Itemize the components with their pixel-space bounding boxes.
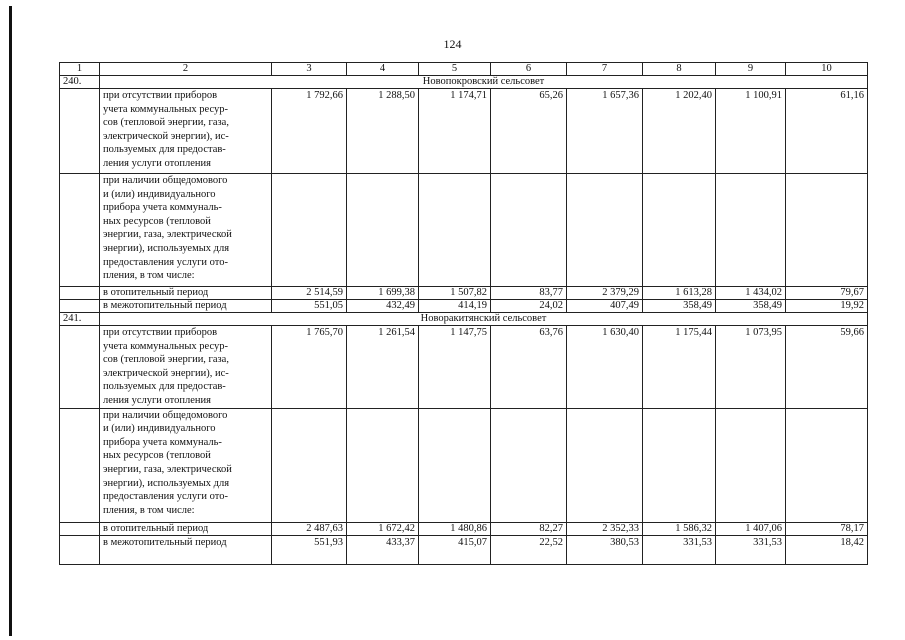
table-row bbox=[60, 89, 868, 174]
section-number: 240. bbox=[60, 76, 100, 89]
value-cell: 65,26 bbox=[491, 89, 567, 174]
page-number: 124 bbox=[443, 37, 462, 51]
value-cell bbox=[347, 408, 419, 522]
row-label: при наличии общедомового и (или) индивидуального прибора учета коммуналь- ных ресурсов (тепловой энергии, газа, электрической энергии), используемых для предоставления услуги ото- пления, в том числе: bbox=[100, 408, 272, 522]
row-label: при отсутствии приборов учета коммунальных ресур- сов (тепловой энергии, газа, электрической энергии), ис- пользуемых для предостав- ления услуги отопления bbox=[100, 89, 272, 174]
value-cell bbox=[419, 174, 491, 287]
value-cell: 24,02 bbox=[491, 300, 567, 313]
value-cell bbox=[786, 174, 868, 287]
value-cell: 2 487,63 bbox=[272, 522, 347, 535]
column-number-header: 7 bbox=[567, 63, 643, 76]
value-cell: 61,16 bbox=[786, 89, 868, 174]
value-cell: 1 507,82 bbox=[419, 287, 491, 300]
value-cell: 83,77 bbox=[491, 287, 567, 300]
value-cell: 380,53 bbox=[567, 535, 643, 564]
section-header-row bbox=[60, 76, 868, 89]
value-cell bbox=[716, 408, 786, 522]
column-number-header: 5 bbox=[419, 63, 491, 76]
value-cell: 78,17 bbox=[786, 522, 868, 535]
empty-cell bbox=[60, 300, 100, 313]
value-cell: 1 202,40 bbox=[643, 89, 716, 174]
value-cell: 2 352,33 bbox=[567, 522, 643, 535]
value-cell: 1 407,06 bbox=[716, 522, 786, 535]
empty-cell bbox=[60, 326, 100, 409]
column-number-header: 1 bbox=[60, 63, 100, 76]
section-title: Новоракитянский сельсовет bbox=[100, 313, 868, 326]
row-label: в отопительный период bbox=[100, 287, 272, 300]
row-label: при наличии общедомового и (или) индивидуального прибора учета коммуналь- ных ресурсов (тепловой энергии, газа, электрической энергии), используемых для предоставления услуги ото- пления, в том числе: bbox=[100, 174, 272, 287]
empty-cell bbox=[60, 408, 100, 522]
table-row bbox=[60, 300, 868, 313]
table-row bbox=[60, 408, 868, 522]
value-cell: 2 514,59 bbox=[272, 287, 347, 300]
value-cell: 1 586,32 bbox=[643, 522, 716, 535]
section-header-row bbox=[60, 313, 868, 326]
value-cell: 1 175,44 bbox=[643, 326, 716, 409]
value-cell: 1 147,75 bbox=[419, 326, 491, 409]
value-cell: 2 379,29 bbox=[567, 287, 643, 300]
value-cell: 433,37 bbox=[347, 535, 419, 564]
value-cell: 1 480,86 bbox=[419, 522, 491, 535]
column-number-header: 2 bbox=[100, 63, 272, 76]
row-label: при отсутствии приборов учета коммунальных ресур- сов (тепловой энергии, газа, электрической энергии), ис- пользуемых для предостав- ления услуги отопления bbox=[100, 326, 272, 409]
empty-cell bbox=[60, 287, 100, 300]
column-number-header: 9 bbox=[716, 63, 786, 76]
value-cell: 358,49 bbox=[716, 300, 786, 313]
section-title: Новопокровский сельсовет bbox=[100, 76, 868, 89]
value-cell: 407,49 bbox=[567, 300, 643, 313]
value-cell bbox=[786, 408, 868, 522]
value-cell: 331,53 bbox=[716, 535, 786, 564]
table-row bbox=[60, 522, 868, 535]
value-cell bbox=[491, 174, 567, 287]
value-cell bbox=[643, 408, 716, 522]
value-cell: 79,67 bbox=[786, 287, 868, 300]
value-cell bbox=[272, 174, 347, 287]
empty-cell bbox=[60, 535, 100, 564]
value-cell: 1 434,02 bbox=[716, 287, 786, 300]
column-number-header: 8 bbox=[643, 63, 716, 76]
value-cell: 1 630,40 bbox=[567, 326, 643, 409]
value-cell: 59,66 bbox=[786, 326, 868, 409]
value-cell: 1 613,28 bbox=[643, 287, 716, 300]
value-cell: 1 657,36 bbox=[567, 89, 643, 174]
value-cell bbox=[347, 174, 419, 287]
value-cell: 1 174,71 bbox=[419, 89, 491, 174]
value-cell: 19,92 bbox=[786, 300, 868, 313]
empty-cell bbox=[60, 174, 100, 287]
value-cell: 415,07 bbox=[419, 535, 491, 564]
value-cell: 551,05 bbox=[272, 300, 347, 313]
value-cell: 551,93 bbox=[272, 535, 347, 564]
value-cell bbox=[567, 174, 643, 287]
value-cell bbox=[272, 408, 347, 522]
value-cell: 63,76 bbox=[491, 326, 567, 409]
value-cell: 358,49 bbox=[643, 300, 716, 313]
value-cell: 1 100,91 bbox=[716, 89, 786, 174]
row-label: в межотопительный период bbox=[100, 535, 272, 564]
table-row bbox=[60, 326, 868, 409]
value-cell: 1 288,50 bbox=[347, 89, 419, 174]
value-cell: 1 699,38 bbox=[347, 287, 419, 300]
value-cell bbox=[491, 408, 567, 522]
column-number-header-row bbox=[60, 63, 868, 76]
value-cell: 1 261,54 bbox=[347, 326, 419, 409]
section-number: 241. bbox=[60, 313, 100, 326]
value-cell bbox=[567, 408, 643, 522]
value-cell: 1 765,70 bbox=[272, 326, 347, 409]
value-cell: 432,49 bbox=[347, 300, 419, 313]
column-number-header: 3 bbox=[272, 63, 347, 76]
row-label: в отопительный период bbox=[100, 522, 272, 535]
value-cell: 1 792,66 bbox=[272, 89, 347, 174]
value-cell: 1 073,95 bbox=[716, 326, 786, 409]
value-cell: 82,27 bbox=[491, 522, 567, 535]
row-label: в межотопительный период bbox=[100, 300, 272, 313]
value-cell: 22,52 bbox=[491, 535, 567, 564]
column-number-header: 6 bbox=[491, 63, 567, 76]
table-row bbox=[60, 535, 868, 564]
value-cell: 1 672,42 bbox=[347, 522, 419, 535]
tariff-table bbox=[59, 62, 868, 565]
table-row bbox=[60, 287, 868, 300]
value-cell bbox=[419, 408, 491, 522]
column-number-header: 10 bbox=[786, 63, 868, 76]
table-row bbox=[60, 174, 868, 287]
value-cell: 414,19 bbox=[419, 300, 491, 313]
empty-cell bbox=[60, 522, 100, 535]
value-cell bbox=[643, 174, 716, 287]
value-cell bbox=[716, 174, 786, 287]
empty-cell bbox=[60, 89, 100, 174]
value-cell: 18,42 bbox=[786, 535, 868, 564]
binding-edge-bar bbox=[9, 6, 12, 636]
column-number-header: 4 bbox=[347, 63, 419, 76]
value-cell: 331,53 bbox=[643, 535, 716, 564]
